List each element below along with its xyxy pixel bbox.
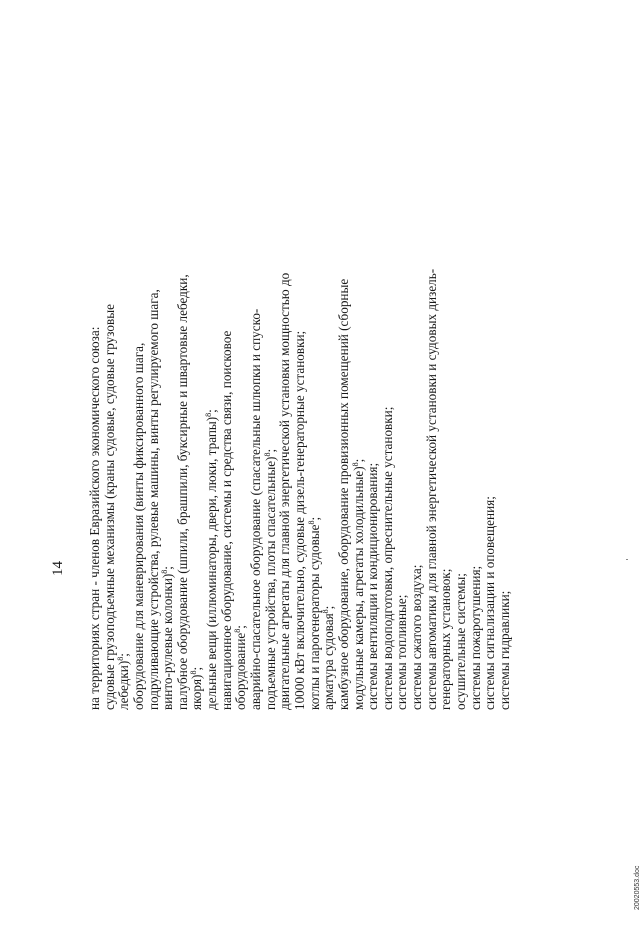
text-line	[469, 140, 484, 710]
text-line	[293, 140, 308, 710]
line-text: на территориях стран - членов Евразийского экономического союза:	[87, 326, 102, 710]
line-text: подъемные устройства, плоты спасательные)	[262, 456, 278, 710]
text-line	[103, 140, 118, 710]
line-text: системы топливные;	[394, 594, 410, 710]
footnote-marker: 8	[189, 670, 199, 675]
margin-mark	[626, 559, 628, 560]
text-line	[220, 140, 235, 710]
line-punctuation: ;	[204, 409, 220, 413]
text-line	[190, 140, 205, 710]
line-text: камбузное оборудование, оборудование провизионных помещений (сборные	[335, 278, 351, 710]
line-text: системы автоматики для главной энергетической установки и судовых дизель-	[423, 268, 439, 710]
line-text: системы гидравлики;	[496, 590, 512, 710]
page-number: 14	[50, 561, 66, 576]
footnote-marker: 8	[321, 609, 331, 614]
text-line	[395, 140, 410, 710]
line-text: судовые грузоподъемные механизмы (краны судовые, судовые грузовые	[101, 304, 117, 710]
text-line	[161, 140, 176, 710]
file-name-footer: 20020553.doc	[634, 865, 641, 910]
line-text: якоря)	[189, 674, 205, 710]
line-text: системы сжатого воздуха;	[409, 564, 425, 710]
text-line	[88, 140, 103, 710]
line-punctuation: ;	[306, 516, 322, 521]
line-punctuation: ;	[233, 625, 249, 629]
text-line	[410, 140, 425, 710]
line-text: навигационное оборудование, системы и средства связи, поисковое	[218, 330, 234, 710]
line-text: системы сигнализации и оповещения;	[482, 496, 498, 710]
line-text: системы водоподготовки, опреснительные установки;	[379, 406, 395, 710]
line-text: дельные вещи (иллюминаторы, двери, люки, трапы)	[204, 416, 220, 710]
text-line	[352, 140, 367, 710]
text-line	[234, 140, 249, 710]
footnote-marker: 8	[160, 569, 170, 574]
line-text: модульные камеры, агрегаты холодильные)	[350, 466, 366, 710]
text-line	[147, 140, 162, 710]
line-text: оборудование	[233, 632, 249, 710]
line-text: арматура судовая	[321, 613, 337, 710]
text-line	[439, 140, 454, 710]
line-punctuation: ;	[116, 653, 132, 657]
line-text: осушительные системы;	[453, 573, 469, 710]
line-text: системы вентиляции и кондиционирования;	[365, 462, 381, 710]
line-text: системы пожаротушения;	[467, 565, 483, 710]
line-text: винто-рулевые колонки)	[160, 573, 176, 710]
footnote-marker: 8	[204, 412, 214, 417]
line-text: двигательные агрегаты для главной энергетической установки мощностью до	[277, 272, 293, 710]
line-punctuation: ;	[321, 605, 337, 610]
text-line	[483, 140, 498, 710]
line-text: подруливающие устройства, рулевые машины, винты регулируемого шага,	[145, 289, 161, 710]
text-line	[249, 140, 264, 710]
text-line	[454, 140, 469, 710]
text-line	[264, 140, 279, 710]
line-punctuation: ;	[189, 666, 205, 671]
line-text: оборудование для маневрирования (винты фиксированного шага,	[130, 342, 146, 710]
text-line	[381, 140, 396, 710]
line-text: аварийно-спасательное оборудование (спасательные шлюпки и спуско-	[248, 308, 264, 710]
body-text	[88, 140, 513, 710]
line-punctuation: ;	[160, 566, 176, 570]
line-punctuation: ;	[262, 448, 278, 453]
line-punctuation: ;	[350, 458, 366, 463]
text-line	[308, 140, 323, 710]
footnote-marker: 8	[116, 656, 126, 661]
text-line	[176, 140, 191, 710]
line-text: палубное оборудование (шпили, брашпили, буксирные и швартовые лебедки,	[174, 274, 190, 710]
text-line	[498, 140, 513, 710]
text-line	[366, 140, 381, 710]
footnote-marker: 8	[233, 628, 243, 633]
text-line	[425, 140, 440, 710]
line-text: 10000 кВт включительно, судовые дизель-генераторные установки;	[291, 330, 307, 710]
line-text: генераторных установок;	[438, 568, 454, 710]
text-line	[278, 140, 293, 710]
text-line	[205, 140, 220, 710]
text-line	[132, 140, 147, 710]
line-text: котлы и парогенераторы судовые	[306, 524, 322, 710]
footnote-marker: 8	[262, 452, 272, 457]
line-text: лебедки)	[116, 660, 132, 710]
footnote-marker: 8	[350, 462, 360, 467]
text-line	[322, 140, 337, 710]
text-line	[117, 140, 132, 710]
text-line	[337, 140, 352, 710]
footnote-marker: 8	[306, 520, 316, 525]
